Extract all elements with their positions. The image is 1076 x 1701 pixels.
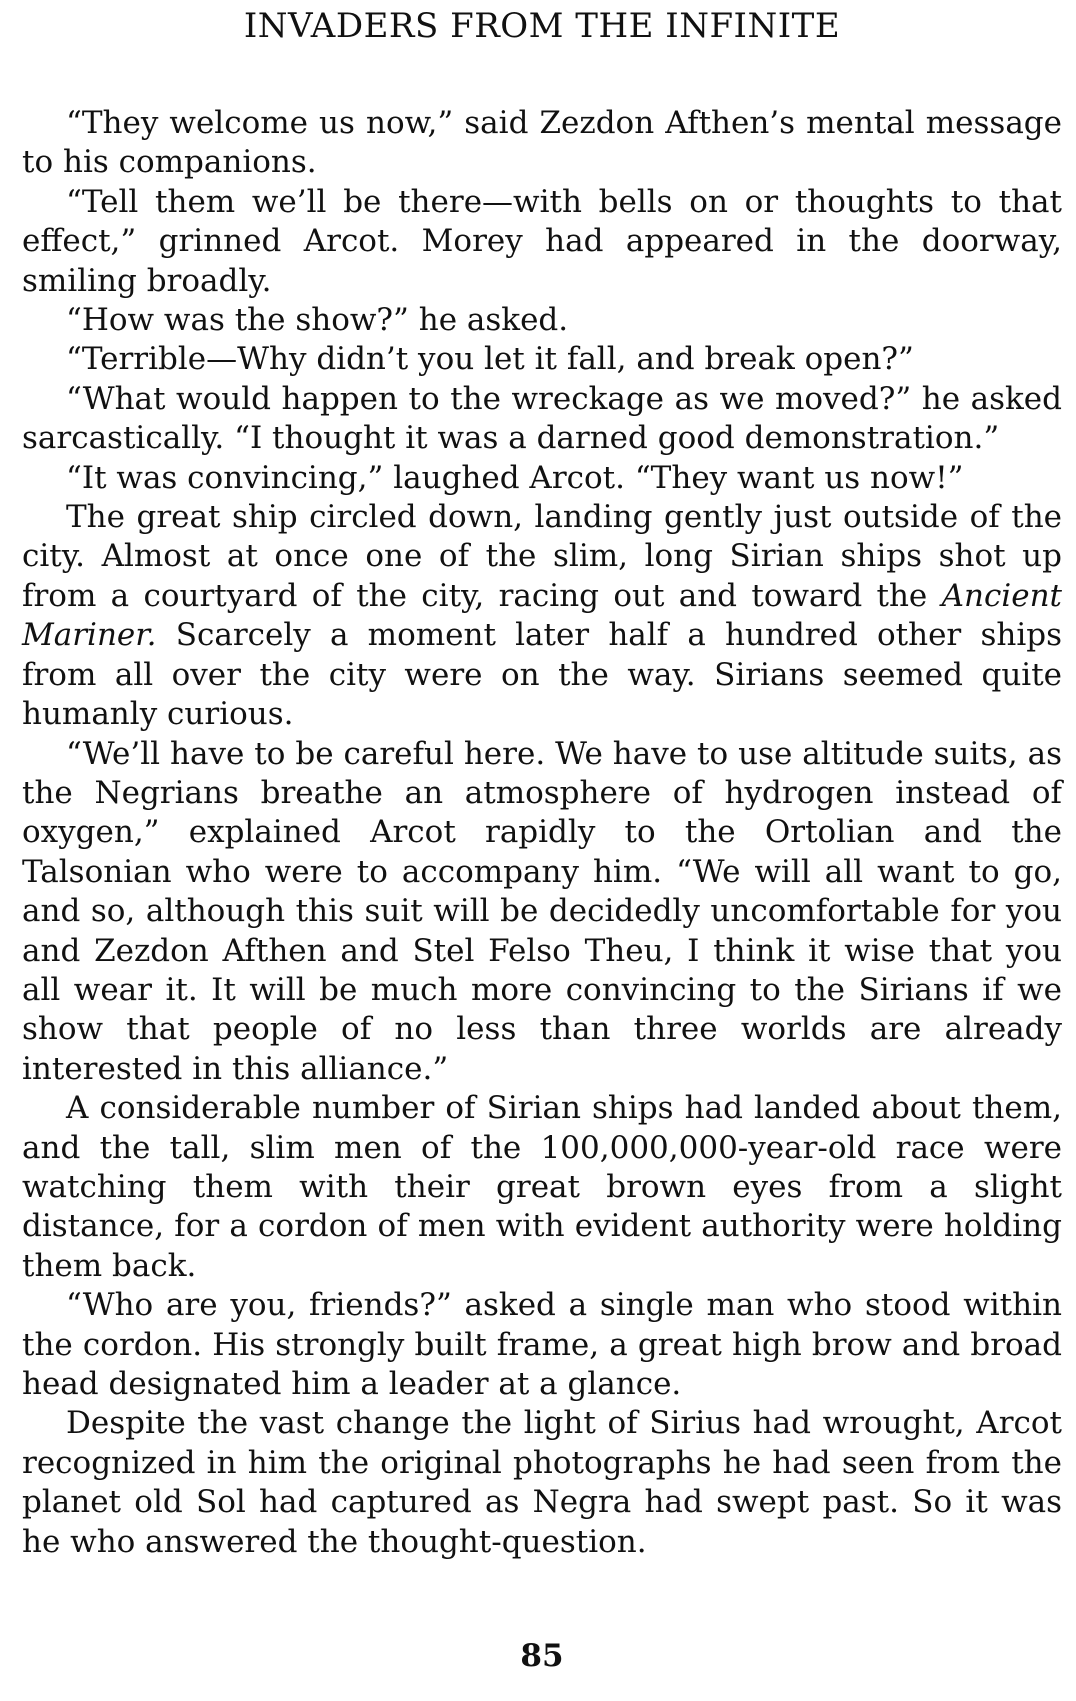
paragraph: “They welcome us now,” said Zezdon Afthen’s mental message to his companions. <box>22 105 1062 181</box>
paragraph: Despite the vast change the light of Sirius had wrought, Arcot recognized in him the original photographs he had seen from the planet old Sol had captured as Negra had swept past. So it was he who answered the thought-question. <box>22 1405 1062 1560</box>
book-page <box>22 0 1062 1701</box>
paragraph <box>22 498 1062 734</box>
paragraph: A considerable number of Sirian ships had landed about them, and the tall, slim men of the 100,000,000-year-old race were watching them with their great brown eyes from a slight distance, for a cordon of men with evident authority were holding them back. <box>22 1090 1062 1284</box>
body-text <box>22 104 1062 1562</box>
paragraph-text: The great ship circled down, landing gently just outside of the city. Almost at once one of the slim, long Sirian ships shot up from a courtyard of the city, racing out and toward the <box>22 499 1062 614</box>
paragraph-text: Scarcely a moment later half a hundred other ships from all over the city were on the way. Sirians seemed quite humanly curious. <box>22 617 1062 733</box>
paragraph: “Who are you, friends?” asked a single man who stood within the cordon. His strongly built frame, a great high brow and broad head designated him a leader at a glance. <box>22 1287 1062 1402</box>
paragraph: “How was the show?” he asked. <box>66 302 569 339</box>
paragraph: “Tell them we’ll be there—with bells on or thoughts to that effect,” grinned Arcot. Morey had appeared in the doorway, smiling broadly. <box>22 183 1062 299</box>
paragraph: “Terrible—Why didn’t you let it fall, and break open?” <box>66 341 914 378</box>
ship-name: Ancient Mariner. <box>22 577 1062 654</box>
running-head: INVADERS FROM THE INFINITE <box>243 6 841 46</box>
paragraph: “We’ll have to be careful here. We have to use altitude suits, as the Negrians breathe an atmosphere of hydrogen instead of oxygen,” explained Arcot rapidly to the Ortolian and the Talsonian who were to accompany him. “We will all want to go, and so, although this suit will be decidedly uncomfortable for you and Zezdon Afthen and Stel Felso Theu, I think it wise that you all wear it. It will be much more convincing to the Sirians if we show that people of no less than three worlds are already interested in this alliance.” <box>22 735 1062 1087</box>
page-number: 85 <box>520 1638 564 1674</box>
paragraph: “What would happen to the wreckage as we moved?” he asked sarcastically. “I thought it was a darned good demonstration.” <box>22 380 1062 457</box>
paragraph: “It was convincing,” laughed Arcot. “They want us now!” <box>66 459 964 496</box>
